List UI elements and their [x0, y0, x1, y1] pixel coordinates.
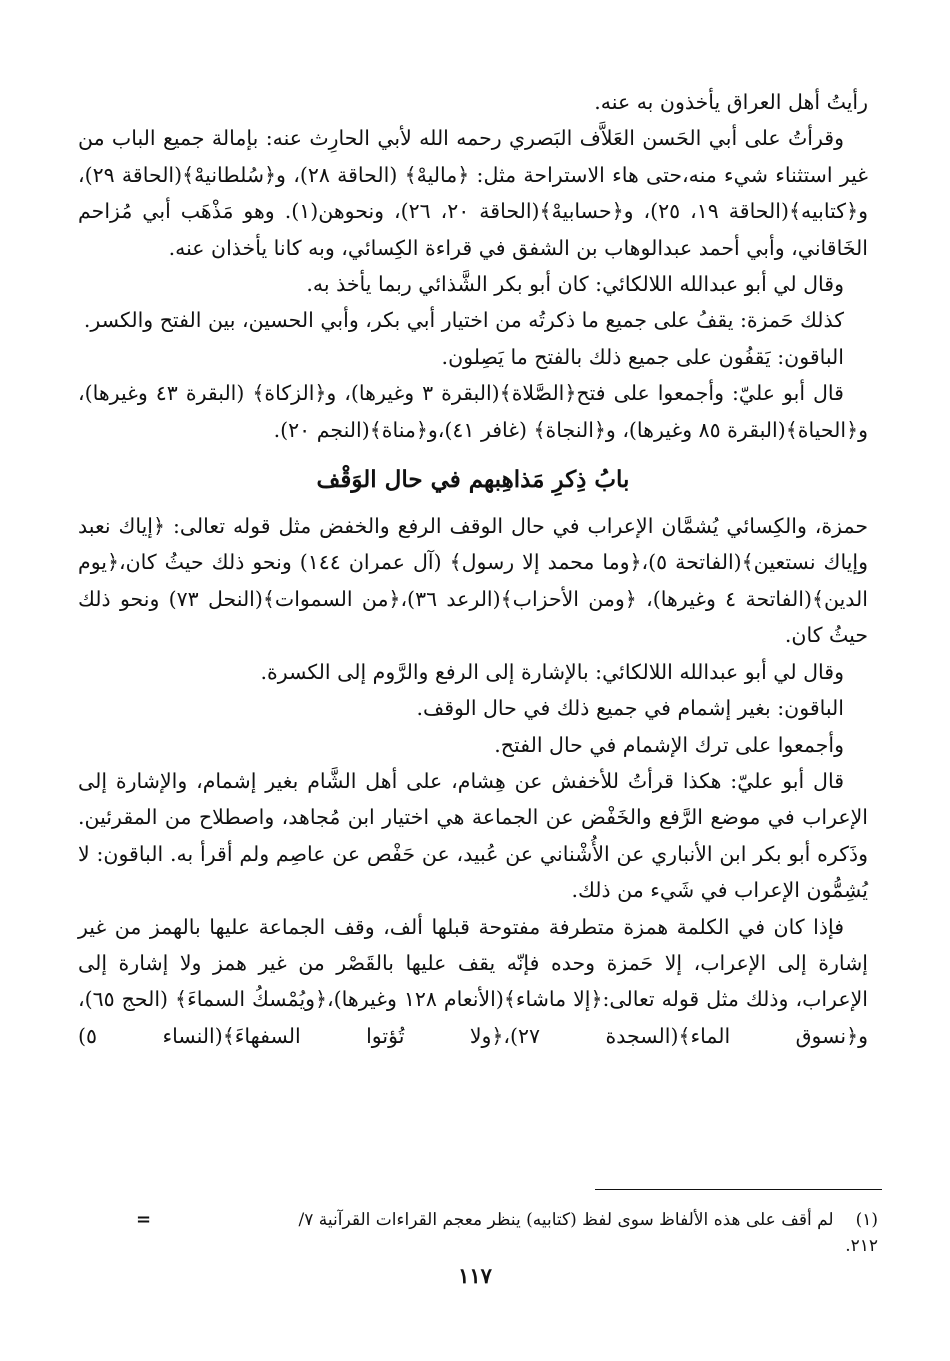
- paragraph: الباقون: يَقفُون على جميع ذلك بالفتح ما يَصِلون.: [441, 344, 844, 369]
- paragraph: قال أبو عليّ: وأجمعوا على فتح﴿الصَّلاة﴾(البقرة ٣ وغيرها)، و﴿الزكاة﴾ (البقرة ٤٣ وغيرها)، و﴿الحياة﴾(البقرة ٨٥ وغيرها)، و﴿النجاة﴾ (غافر ٤١)،و﴿مناة﴾(النجم ٢٠).: [78, 381, 868, 442]
- paragraph: وأجمعوا على ترك الإشمام في حال الفتح.: [494, 732, 844, 757]
- paragraph: وقرأتُ على أبي الحَسن العَلاَّف البَصري رحمه الله لأبي الحارِث عنه: بإمالة جميع الباب من غير استثناء شيء منه،حتى هاء الاستراحة مثل: ﴿ماليهْ﴾ (الحاقة ٢٨)، و﴿سُلطانيهْ﴾(الحاقة ٢٩)، و﴿كتابيه﴾(الحاقة ١٩، ٢٥)، و﴿حسابيهْ﴾(الحاقة ٢٠، ٢٦)، ونحوهن(١). وهو مَذْهَب أبي مُزاحم الخَاقاني، وأبي أحمد عبدالوهاب بن الشفق في قراءة الكِسائي، وبه كانا يأخذان عنه.: [78, 126, 868, 260]
- page-number: ١١٧: [458, 1263, 492, 1288]
- footnote: [278, 1207, 878, 1259]
- footnote-separator: [595, 1189, 882, 1190]
- footnote-text: لم أقف على هذه الألفاظ سوى لفظ (كتابيه) ينظر معجم القراءات القرآنية ٧/ ٢١٢.: [298, 1210, 878, 1256]
- paragraphs-bottom: [78, 508, 868, 1054]
- paragraph: الباقون: بغير إشمام في جميع ذلك في حال الوقف.: [416, 696, 844, 721]
- paragraph: فإذا كان في الكلمة همزة متطرفة مفتوحة قبلها ألف، وقف الجماعة عليها بالهمز من غير إشارة إلى الإعراب، إلا حَمزة وحده فإنّه يقف عليها بالقَصْر من غير همز ولا إشارة إلى الإعراب، وذلك مثل قوله تعالى:﴿إلا ماشاء﴾(الأنعام ١٢٨ وغيرها)،﴿ويُمْسكُ السماءَ﴾ (الحج ٦٥)، و﴿نسوق الماء﴾(السجدة ٢٧)،﴿ولا تُؤتوا السفهاءَ﴾(النساء ٥): [78, 914, 868, 1048]
- paragraph: وقال لي أبو عبدالله اللالكائي: كان أبو بكر الشَّذائي ربما يأخذ به.: [306, 272, 844, 297]
- continuation-mark: =: [136, 1209, 152, 1230]
- paragraph: قال أبو عليّ: هكذا قرأتُ للأخفش عن هِشام، على أهل الشَّام بغير إشمام، والإشارة إلى الإعراب في موضع الرَّفع والخَفْض عن الجماعة هي اختيار ابن مُجاهد، واصطلاح من المقرئين. وذَكره أبو بكر ابن الأنباري عن الأُشْناني عن عُبيد، عن حَفْص عن عاصِم ولم أقرأ به. الباقون: لا يُشِمُّون الإعراب في شَيء من ذلك.: [78, 768, 868, 903]
- paragraph: حمزة، والكِسائي يُشمَّان الإعراب في حال الوقف الرفع والخفض مثل قوله تعالى: ﴿إياك نعبد وإياك نستعين﴾(الفاتحة ٥)،﴿وما محمد إلا رسول﴾ (آل عمران ١٤٤) ونحو ذلك حيثُ كان،﴿يوم الدين﴾(الفاتحة ٤ وغيرها)، ﴿ومن الأحزاب﴾(الرعد ٣٦)،﴿من السموات﴾(النحل ٧٣) ونحو ذلك حيثُ كان.: [78, 514, 868, 648]
- footnote-marker: (١): [855, 1210, 878, 1230]
- paragraph: رأيتُ أهل العراق يأخذون به عنه.: [594, 90, 868, 114]
- paragraph: كذلك حَمزة: يقفُ على جميع ما ذكرتُه من اختيار أبي بكر، وأبي الحسين، بين الفتح والكسر.: [83, 308, 844, 333]
- paragraph: وقال لي أبو عبدالله اللالكائي: بالإشارة إلى الرفع والرَّوم إلى الكسرة.: [260, 659, 844, 684]
- section-heading: بابُ ذِكرِ مَذاهِبهم في حال الوَقْف: [316, 466, 630, 494]
- main-text: [78, 84, 868, 1054]
- paragraphs-top: [78, 84, 868, 448]
